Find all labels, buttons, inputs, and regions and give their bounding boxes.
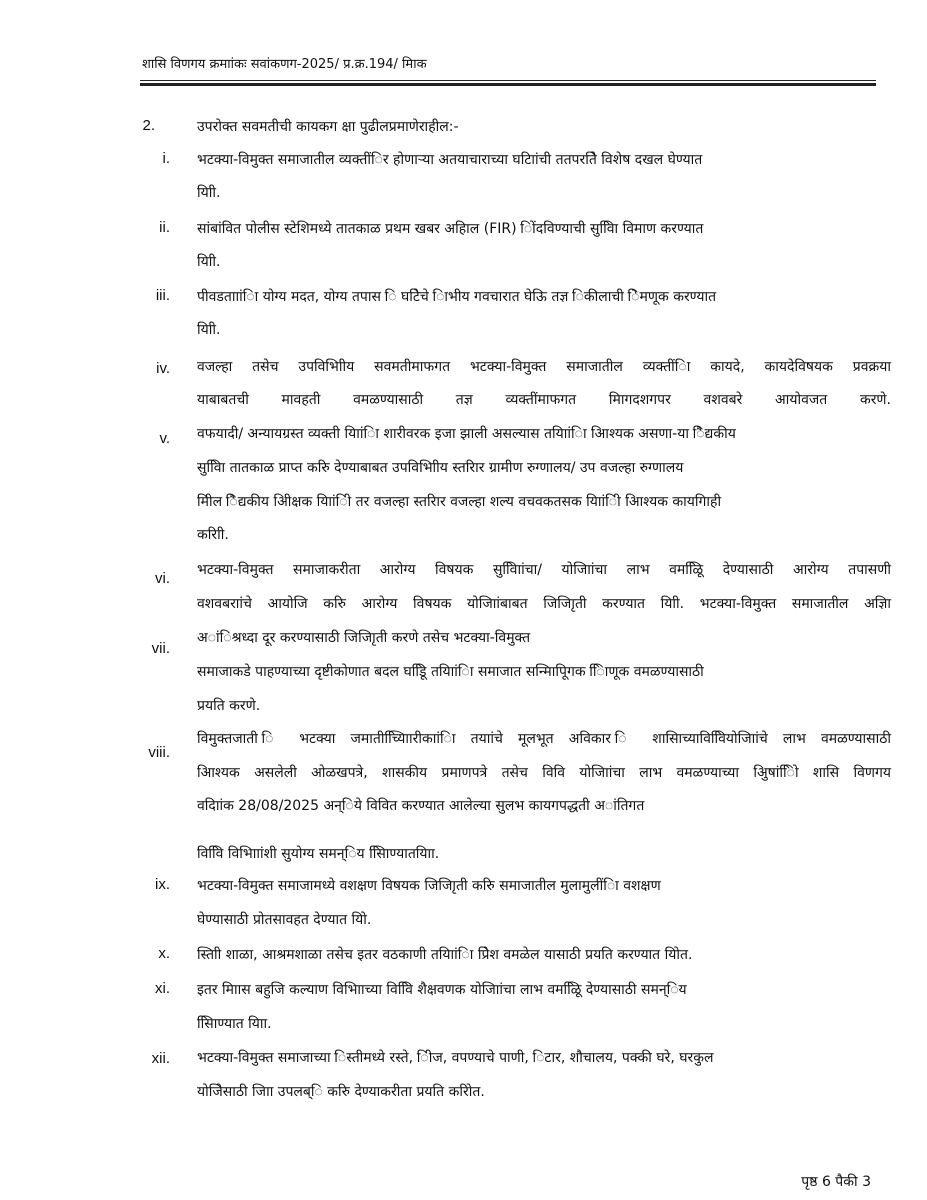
list-item-text-line: याबाबतची मावहती वमळण्यासाठी तज्ञ व्यक्तींमाफगत मािगदशगपर वशवबरे आयोवजत करणे. <box>197 392 891 408</box>
list-item-text-line: भटक्या-विमुक्त समाजातील व्यक्तींिर होणाऱ्या अतयाचाराच्या घटिाांची ततपरतेिे विशेष दखल घेण्यात <box>197 152 703 168</box>
list-item-numeral: viii. <box>148 744 170 761</box>
header-rule-thick <box>140 83 876 86</box>
list-item-text-line: करािी. <box>197 527 229 543</box>
list-item-text-line: विविि विभािाांशी सुयोग्य समन्िय साििण्यातयािा. <box>197 846 440 862</box>
section-heading: उपरोक्त सवमतीची कायकग क्षा पुढीलप्रमाणेराहील:- <box>197 119 459 135</box>
list-item-text-line: साििण्यात यािा. <box>197 1016 272 1032</box>
header-rule-thin <box>140 80 876 81</box>
page-number: पृष्ठ 6 पैकी 3 <box>801 1174 871 1190</box>
list-item-text-line: पीवडतााांिा योग्य मदत, योग्य तपास ि घटिेचे िाभीय गवचारात घेऊि तज्ञ िकीलाची िेमणूक करण्यात <box>197 289 717 305</box>
list-item-text-line: स्तािी शाळा, आश्रमशाळा तसेच इतर वठकाणी तयािांिा प्रिेश वमळेल यासाठी प्रयति करण्यात यािेत. <box>197 947 693 963</box>
list-item-text-line: वशवबराांचे आयोजि करुि आरोग्य विषयक योजिाांबाबत जिजािृती करण्यात यािी. भटक्या-विमुक्त समाजातील अज्ञाि <box>197 596 891 612</box>
list-item-text-line: सुवििा तातकाळ प्राप्त करुि देण्याबाबत उपविभािीय स्तरािर ग्रामीण रुग्णालय/ उप वजल्हा रुग्णालय <box>197 460 684 476</box>
list-item-text-line: मिील िैद्यकीय अिीक्षक यािांिी तर वजल्हा स्तरािर वजल्हा शल्य वचवकतसक यािांिी आिश्यक कायगिाही <box>197 494 722 510</box>
list-item-text-line: यािी. <box>197 322 221 338</box>
list-item-numeral: v. <box>159 430 170 447</box>
list-item-text-line: प्रयति करणे. <box>197 698 261 714</box>
list-item-text-line: इतर मािास बहुजि कल्याण विभािाच्या विविि शैक्षवणक योजिाांचा लाभ वमळिूि देण्यासाठी समन्िय <box>197 982 687 998</box>
list-item-text-line: यािी. <box>197 185 221 201</box>
list-item-text-line: विमुक्तजाती ि भटक्या जमातीच्यािािरीकाांिा तयाांचे मूलभूत अविकार ि शासिाच्याविविियोजिाांचे लाभ वमळण्यासाठी <box>197 731 891 747</box>
document-reference-header: शासि विणगय क्रमाांकः सवांकणग-2025/ प्र.क्र.194/ मिाक <box>142 57 427 72</box>
list-item-numeral: xii. <box>151 1050 170 1067</box>
list-item-text-line: आिश्यक असलेली ओळखपत्रे, शासकीय प्रमाणपत्रे तसेच विवि योजिाांचा लाभ वमळण्याच्या अिुषांिािे शासि विणगय <box>197 765 891 781</box>
list-item-text-line: अांिश्रध्दा दूर करण्यासाठी जिजािृती करणे तसेच भटक्या-विमुक्त <box>197 630 531 646</box>
list-item-text-line: वफयादी/ अन्यायग्रस्त व्यक्ती यािांिा शारीवरक इजा झाली असल्यास तयािांिा आिश्यक असणा-या िैद्यकीय <box>197 426 736 442</box>
list-item-text-line: वजल्हा तसेच उपविभािीय सवमतीमाफगत भटक्या-विमुक्त समाजातील व्यक्तींिा कायदे, कायदेविषयक प्रवक्रया <box>197 359 891 375</box>
section-number: 2. <box>142 117 155 134</box>
list-item-text-line: योजिेसाठी जािा उपलब्ि करुि देण्याकरीता प्रयति करािेत. <box>197 1084 485 1100</box>
list-item-text-line: समाजाकडे पाहण्याच्या दृष्टीकोणात बदल घडिूि तयािांिा समाजात सन्मािपूिगक िािणूक वमळण्यासाठी <box>197 664 704 680</box>
list-item-numeral: ix. <box>155 876 170 893</box>
list-item-text-line: वदिाांक 28/08/2025 अन्िये विवित करण्यात आलेल्या सुलभ कायगपद्धती अांतिगत <box>197 798 645 814</box>
list-item-numeral: x. <box>158 945 170 962</box>
list-item-numeral: vi. <box>155 570 170 587</box>
list-item-numeral: ii. <box>159 219 170 236</box>
list-item-numeral: xi. <box>155 980 170 997</box>
list-item-text-line: घेण्यासाठी प्रोतसावहत देण्यात यािे. <box>197 912 372 928</box>
list-item-text-line: भटक्या-विमुक्त समाजाच्या िस्तीमध्ये रस्ते, िीज, वपण्याचे पाणी, िटार, शौचालय, पक्की घरे, घरकुल <box>197 1050 714 1066</box>
list-item-text-line: सांबांवित पोलीस स्टेशिमध्ये तातकाळ प्रथम खबर अहिाल (FIR) िोंदविण्याची सुवििा विमाण करण्यात <box>197 221 704 237</box>
list-item-numeral: iv. <box>156 360 170 377</box>
list-item-numeral: i. <box>162 150 170 167</box>
list-item-text-line: यािी. <box>197 254 221 270</box>
list-item-text-line: भटक्या-विमुक्त समाजामध्ये वशक्षण विषयक जिजािृती करुि समाजातील मुलामुलींिा वशक्षण <box>197 878 661 894</box>
list-item-text-line: भटक्या-विमुक्त समाजाकरीता आरोग्य विषयक सुवििाांचा/ योजिाांचा लाभ वमळिूि देण्यासाठी आरोग्य तपासणी <box>197 562 891 578</box>
list-item-numeral: iii. <box>155 287 170 304</box>
list-item-numeral: vii. <box>151 640 170 657</box>
